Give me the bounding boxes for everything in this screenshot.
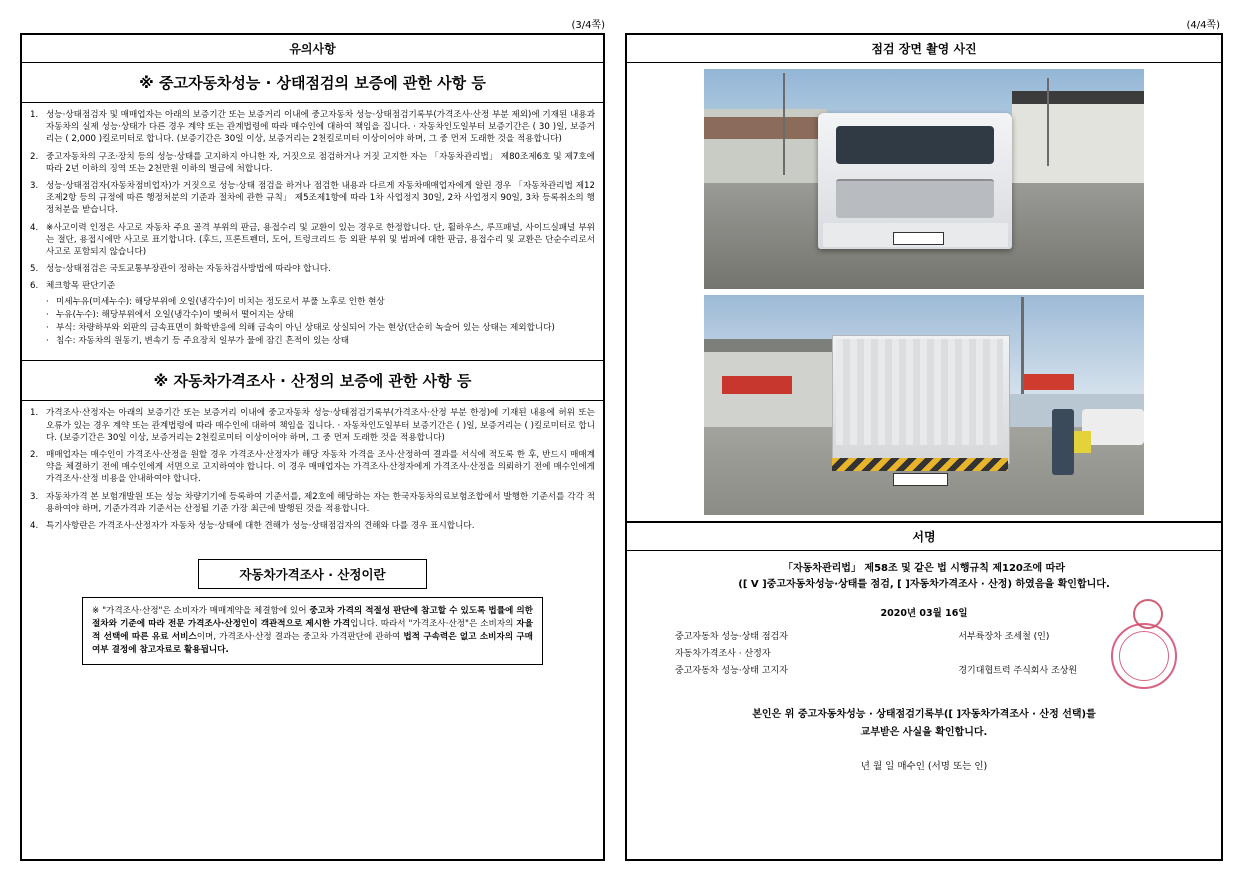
right-page [625, 33, 1223, 861]
hazard-stripe [832, 458, 1008, 471]
item-text: 성능·상태점검자(자동차점비업자)가 거짓으로 성능·상태 점검을 하거나 점검한 내용과 다르게 자동차매매업자에게 알린 경우 「자동차관리법 제12조제2항 등의 규정에 따른 행정처분의 기준과 절차에 관한 규칙」 제5조제1항에 따라 1차 사업정지 30일, 2차 사업정지 90일, 3차 등록취소의 행정처분을 받습니다. [46, 181, 595, 216]
signature-role: 자동차가격조사 · 산정자 [675, 649, 771, 660]
grille [836, 179, 994, 218]
windshield [836, 126, 994, 163]
signature-role: 중고자동차 성능·상태 점검자 [675, 632, 788, 642]
note-text-bold-3: 법적 구속력은 없고 소비자의 구매여부 결정에 참고자료로 활용됩니다. [92, 632, 533, 655]
building-right-roof [1012, 91, 1144, 104]
right-page-header: 점검 장면 촬영 사진 [627, 35, 1221, 63]
item-text: 매매업자는 매수인이 가격조사·산정을 원할 경우 가격조사·산정자가 해당 자동차 가격을 조사·산정하여 결과를 서식에 적도록 한 후, 반드시 매매계약을 체결하기 전에 매수인에게 서면으로 고지하여야 합니다. 이 경우 매매업자는 가격조사·산정자에게 가격조사·산정을 의뢰하기 전에 매수인에게 가격조사·산정 비용을 안내하여야 합니다. [46, 450, 595, 485]
yellow-bag [1074, 431, 1092, 453]
item-text: 성능·상태점검은 국토교통부장관이 정하는 자동차검사방법에 따라야 합니다. [46, 264, 331, 275]
section1-sublist [46, 296, 595, 348]
list-item [30, 280, 595, 347]
confirm-line-2: 교부받은 사실을 확인합니다. [860, 727, 988, 739]
item-text: 체크항목 판단기준 [46, 281, 116, 292]
section1-title: ※ 중고자동차성능 · 상태점검의 보증에 관한 사항 등 [22, 63, 603, 103]
signature-name: 서부륙장차 조세철 (인) [958, 632, 1050, 642]
price-survey-definition-note [82, 597, 543, 665]
section2-title: ※ 자동차가격조사 · 산정의 보증에 관한 사항 등 [22, 361, 603, 401]
bullet-icon: · [46, 296, 49, 307]
item-number: 5. [30, 264, 39, 275]
price-survey-definition-title: 자동차가격조사 · 산정이란 [198, 559, 426, 589]
truck-front-photo [704, 69, 1144, 289]
sub-item-text: 누유(누수): 해당부위에서 오일(냉각수)이 맺혀서 떨어지는 상태 [56, 309, 294, 320]
sub-item-text: 미세누유(미세누수): 해당부위에 오일(냉각수)이 비치는 정도로서 부풀 노후로 인한 현상 [56, 296, 385, 307]
buyer-signature-line: 년 월 일 매수인 (서명 또는 인) [860, 761, 988, 773]
note-text-2: 입니다. 따라서 "가격조사·산정"은 소비자의 [350, 619, 517, 630]
utility-pole [783, 73, 785, 174]
bullet-icon: · [46, 323, 49, 334]
item-number: 1. [30, 110, 39, 120]
item-number: 3. [30, 181, 39, 192]
sub-item-text: 침수: 자동차의 원동기, 변속기 등 주요장치 일부가 물에 잠긴 흔적이 있는 상태 [56, 336, 350, 347]
item-text: 가격조사·산정자는 아래의 보증기간 또는 보증거리 이내에 중고자동차 성능·상태점검기록부(가격조사·산정 부분 한정)에 기재된 내용에 허위 또는 오류가 있는 경우 계약 또는 관계법령에 따라 매수인에 대하여 책임을 집니다. · 자동차인도일부터 보증기간은 ( )일, 보증거리는 ( )킬로미터로 합니다. (보증기간은 30일 이상, 보증거리는 2천킬로미터 이상이어야 하며, 그 중 먼저 도래한 것을 적용합니다) [46, 408, 595, 443]
inspection-photos [627, 63, 1221, 522]
sub-item-text: 부식: 차량하부와 외판의 금속표면이 화학반응에 의해 금속이 아닌 상태로 상실되어 가는 현상(단순히 녹슬어 있는 상태는 제외합니다) [56, 323, 555, 334]
company-seal-icon [1111, 623, 1177, 689]
red-signboard [722, 376, 792, 394]
list-item [30, 109, 595, 146]
signature-block [627, 551, 1221, 780]
utility-pole [1047, 78, 1049, 166]
sub-item [46, 335, 595, 347]
signature-header: 서명 [627, 522, 1221, 551]
cargo-door [836, 339, 1003, 445]
list-item [30, 222, 595, 259]
item-number: 6. [30, 281, 39, 292]
list-item [30, 449, 595, 486]
note-text-3: 이며, 가격조사·산정 결과는 중고차 가격판단에 관하여 [196, 632, 404, 643]
item-text: 성능·상태점검자 및 매매업자는 아래의 보증기간 또는 보증거리 이내에 중고자동차 성능·상태점검기록부(가격조사·산정 부분 제외)에 기재된 내용과 자동차의 실제 성능·상태가 다른 경우 계약 또는 관계법령에 따라 매수인에 대하여 책임을 집니다. · 자동차인도일부터 보증기간은 ( 30 )일, 보증거리는 ( 2,000 )킬로미터로 합니다. (보증기간은 30일 이상, 보증거리는 2천킬로미터 이상이어야 하며, 그 중 먼저 도래한 것을 적용합니다) [46, 110, 595, 145]
list-item [30, 491, 595, 515]
item-number: 3. [30, 491, 39, 502]
inner-title-wrap [22, 545, 603, 589]
item-number: 1. [30, 408, 39, 419]
note-text-bold-2: 자율적 선택에 따른 유료 서비스 [92, 619, 533, 643]
signature-date: 2020년 03월 16일 [880, 608, 968, 619]
sub-item [46, 322, 595, 334]
license-plate [893, 473, 948, 486]
building-left-band [704, 117, 827, 139]
law-reference-line-1: 「자동차관리법」 제58조 및 같은 법 시행규칙 제120조에 따라 [782, 563, 1066, 574]
section1-list [30, 109, 595, 347]
signature-name: 경기대협트럭 주식회사 조상원 [958, 666, 1078, 677]
utility-pole [1021, 297, 1024, 394]
left-page [20, 33, 605, 861]
bullet-icon: · [46, 336, 49, 347]
note-text-bold-1: 중고차 가격의 적절성 판단에 참고할 수 있도록 법률에 의한 절차와 기준에 따라 전문 가격조사·산정인이 객관적으로 제시한 가격 [92, 606, 533, 630]
left-page-header: 유의사항 [22, 35, 603, 63]
list-item [30, 151, 595, 175]
sub-item [46, 296, 595, 308]
list-item [30, 180, 595, 217]
buyer-confirmation [641, 706, 1207, 742]
parked-car [1082, 409, 1144, 444]
item-number: 4. [30, 222, 39, 233]
item-text: 중고자동차의 구조·장치 등의 성능·상태를 고지하지 아니한 자, 거짓으로 점검하거나 거짓 고지한 자는 「자동차관리법」 제80조제6호 및 제7호에 따라 2년 이하의 징역 또는 2천만원 이하의 벌금에 처합니다. [46, 151, 595, 174]
item-number: 2. [30, 151, 39, 162]
sub-item [46, 309, 595, 321]
section2-list [30, 407, 595, 532]
section2-body [22, 401, 603, 545]
confirm-line-1: 본인은 위 중고자동차성능 · 상태점검기록부([ ]자동차가격조사 · 산정 선택)를 [752, 709, 1096, 721]
law-reference-line-2: ([ V ]중고자동차성능·상태를 점검, [ ]자동차가격조사 · 산정) 하였음을 확인합니다. [738, 579, 1110, 590]
item-number: 2. [30, 450, 39, 461]
note-text-1: "가격조사·산정"은 소비자가 매매계약을 체결함에 있어 [102, 606, 310, 617]
item-text: 자동차가격 본 보험개발원 또는 성능 차량기기에 등록하여 기준서를, 제2호에 해당하는 자는 한국자동차의료보험조합에서 발행한 기준서를 각각 적용하여야 하며, 기준가격과 기준서는 산정될 기준 가장 최근에 발행된 것을 적용합니다. [46, 491, 595, 514]
left-page-number: (3/4쪽) [571, 20, 605, 31]
bullet-icon: · [46, 309, 49, 320]
item-text: 특기사항란은 가격조사·산정자가 자동차 성능·상태에 대한 견해가 성능·상태점검자의 견해와 다를 경우 표시합니다. [46, 521, 475, 532]
list-item [30, 263, 595, 275]
note-mark: ※ [92, 606, 103, 617]
list-item [30, 407, 595, 444]
section1-body [22, 103, 603, 361]
person [1052, 409, 1074, 475]
red-signboard [1021, 374, 1074, 389]
item-number: 4. [30, 521, 39, 532]
right-page-number: (4/4쪽) [1186, 20, 1220, 31]
truck-rear-photo [704, 295, 1144, 515]
license-plate [893, 232, 943, 245]
signature-role: 중고자동차 성능·상태 고지자 [675, 666, 788, 677]
list-item [30, 520, 595, 532]
item-text: ※사고이력 인정은 사고로 자동차 주요 골격 부위의 판금, 용접수리 및 교환이 있는 경우로 한정합니다. 단, 휠하우스, 루프패널, 사이드실패널 부위는 절단, 용접시에만 사고로 표기합니다. (후드, 프론트펜더, 도어, 트렁크리드 등 외판 부위 및 범퍼에 대한 판금, 용접수리 및 교환은 단순수리로서 사고로 포함되지 않습니다) [46, 222, 595, 258]
